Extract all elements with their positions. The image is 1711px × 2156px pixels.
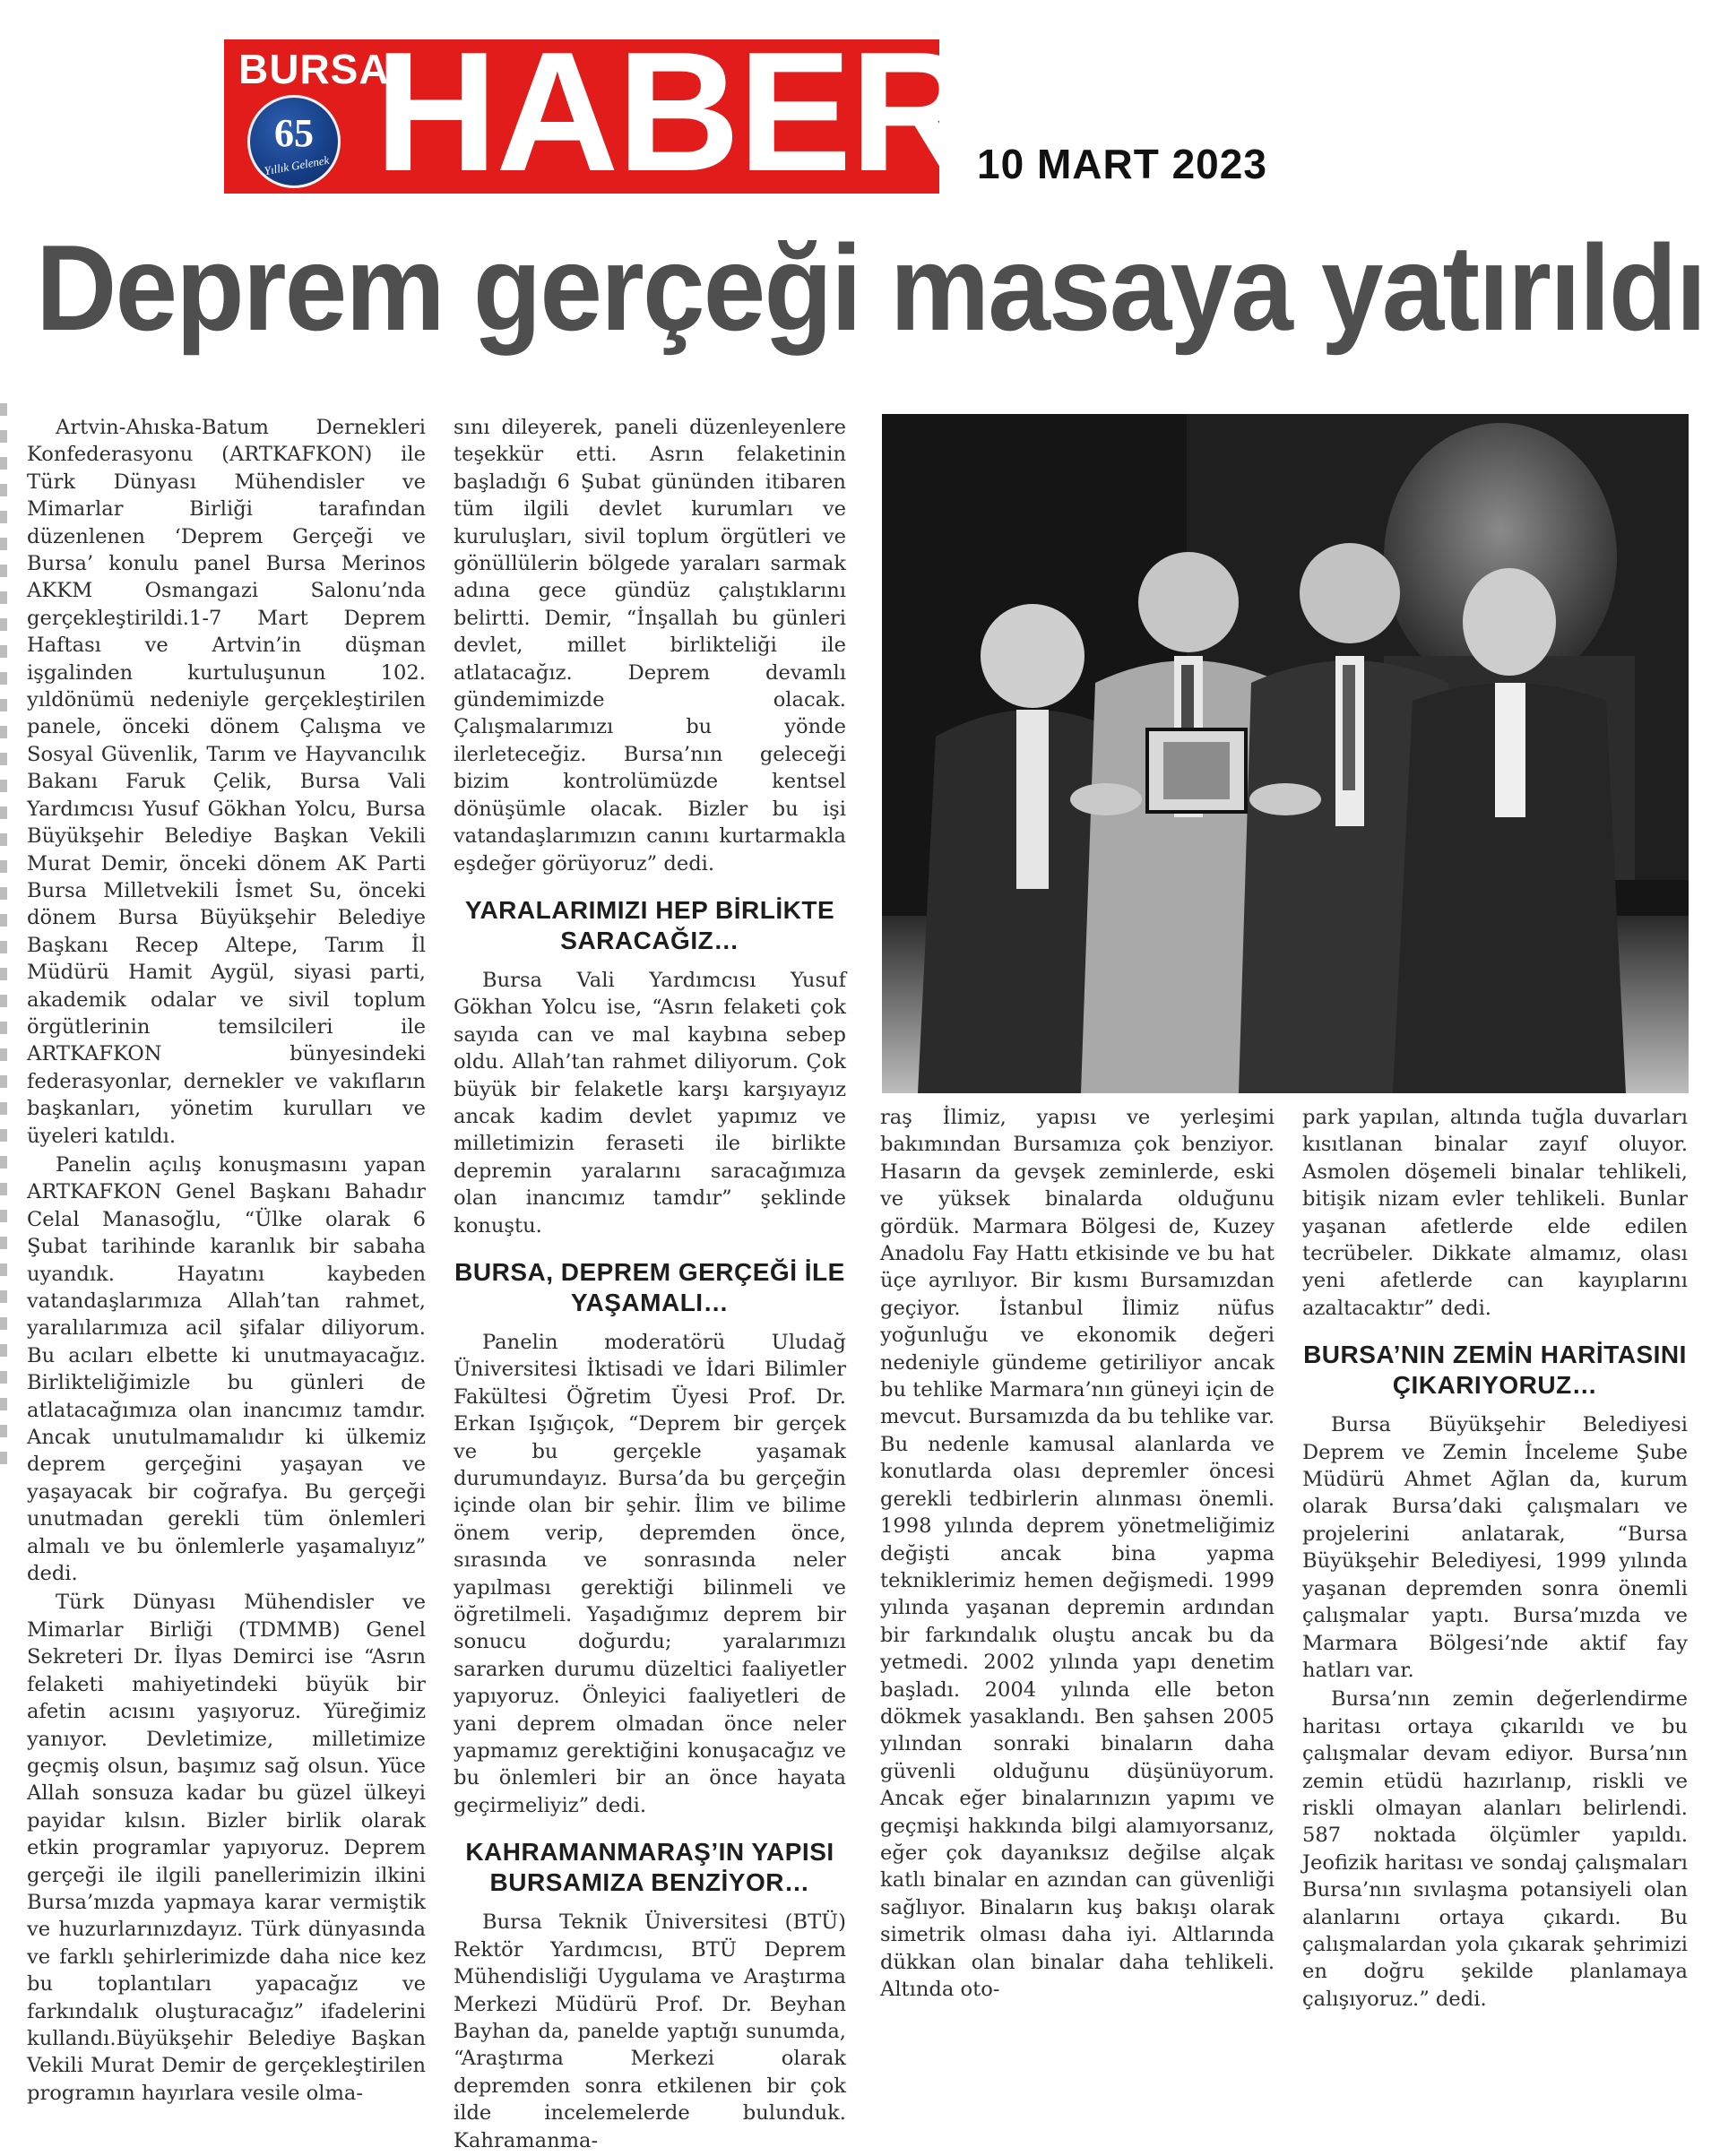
- previous-page-edge: [0, 403, 7, 1479]
- badge-number: 65: [274, 111, 314, 155]
- paragraph: Artvin-Ahıska-Batum Dernekleri Konfederasyonu (ARTKAFKON) ile Türk Dünyası Mühendisler ve Mimarlar Birliği tarafından düzenlenen ‘Deprem Gerçeği ve Bursa’ konulu panel Bursa Merinos AKKM Osmangazi Salonu’nda gerçekleştirildi.1-7 Mart Deprem Haftası ve Artvin’in düşman işgalinden kurtuluşunun 102. yıldönümü nedeniyle gerçekleştirilen panele, önceki dönem Çalışma ve Sosyal Güvenlik, Tarım ve Hayvancılık Bakanı Faruk Çelik, Bursa Vali Yardımcısı Yusuf Gökhan Yolcu, Bursa Büyükşehir Belediye Başkan Vekili Murat Demir, önceki dönem AK Parti Bursa Milletvekili İsmet Su, önceki dönem Bursa Büyükşehir Belediye Başkanı Recep Altepe, Tarım İl Müdürü Hamit Aygül, siyasi parti, akademik odalar ve sivil toplum örgütlerinin temsilcileri ile ARTKAFKON bünyesindeki federasyonlar, dernekler ve vakıfların başkanları, yönetim kurulları ve üyeleri katıldı.: [27, 416, 426, 1148]
- paragraph: Türk Dünyası Mühendisler ve Mimarlar Birliği (TDMMB) Genel Sekreteri Dr. İlyas Demirci ise “Asrın felaketi mahiyetindeki büyük bir afetin acısını yaşıyoruz. Yüreğimiz yanıyor. Devletimize, milletimize geçmiş olsun, başımız sağ olsun. Yüce Allah sonsuza kadar bu güzel ülkeyi payidar kılsın. Bizler birlik olarak etkin programlar yapıyoruz. Deprem gerçeği ile ilgili panellerimizin ilkini Bursa’mızda yapmaya karar vermiştik ve huzurlarınızdayız. Türk dünyasında ve farklı şehirlerimizde daha nice kez bu toplantıları yapacağız ve farkındalık oluşturacağız” ifadelerini kullandı.Büyükşehir Belediye Başkan Vekili Murat Demir de gerçekleştirilen programın hayırlara vesile olma-: [27, 1591, 426, 2105]
- paragraph: Panelin açılış konuşmasını yapan ARTKAFKON Genel Başkanı Bahadır Celal Manasoğlu, “Ülke olarak 6 Şubat tarihinde karanlık bir sabaha uyandık. Hayatını kaybeden vatandaşlarımıza Allah’tan rahmet, yaralılarımıza acil şifalar diliyorum. Bu acıları elbette ki unutmayacağız. Birlikteliğimizle bu günleri de atlatacağımıza olan inancımız tamdır. Ancak unutulmamalıdır ki ülkemiz deprem gerçeğini yaşayan ve yaşayacak bir coğrafya. Bu gerçeği unutmadan gerekli tüm önlemleri almalı ve bu önlemlerle yaşamalıyız” dedi.: [27, 1152, 426, 1586]
- masthead-city: BURSA: [238, 46, 390, 92]
- paragraph: Bursa Vali Yardımcısı Yusuf Gökhan Yolcu ise, “Asrın felaketi çok sayıda can ve mal kaybına sebep oldu. Allah’tan rahmet diliyorum. Çok büyük bir felaketle karşı karşıyayız ancak kadim devlet yapımız ve milletimizin feraseti ile birlikte depremin yaralarını saracağımıza olan inancımız tamdır” şeklinde konuştu.: [454, 968, 846, 1238]
- article-column-2: [454, 414, 846, 2156]
- paragraph: Panelin moderatörü Uludağ Üniversitesi İktisadi ve İdari Bilimler Fakültesi Öğretim Üyesi Prof. Dr. Erkan Işığıçok, “Deprem bir gerçek ve bu gerçekle yaşamak durumundayız. Bursa’da bu gerçeğin içinde olan bir şehir. İlim ve bilime önem verip, depremden önce, sırasında ve sonrasında neler yapılması gerektiği bilinmeli ve öğretilmeli. Yaşadığımız deprem bir sonucu doğurdu; yaralarımızı sararken durumu düzeltici faaliyetler yapıyoruz. Önleyici faaliyetleri de yani deprem olmadan önce neler yapmamız gerektiğini konuşacağız ve bu önlemleri bir an önce hayata geçirmeliyiz” dedi.: [454, 1330, 846, 1817]
- masthead-title: HABER: [375, 17, 972, 207]
- newspaper-masthead: [224, 17, 972, 207]
- event-photo: [882, 414, 1689, 1093]
- article-column-3: [880, 1104, 1275, 2005]
- article-headline: Deprem gerçeği masaya yatırıldı: [36, 220, 1706, 356]
- subheading: BURSA’NIN ZEMİN HARİTASINI ÇIKARIYORUZ…: [1303, 1341, 1687, 1400]
- subheading: BURSA, DEPREM GERÇEĞİ İLE YAŞAMALI…: [454, 1257, 845, 1316]
- publication-date: 10 MART 2023: [977, 141, 1267, 187]
- subheading: YARALARIMIZI HEP BİRLİKTE SARACAĞIZ…: [464, 895, 835, 954]
- anniversary-badge-icon: [247, 95, 341, 188]
- paragraph: Bursa Büyükşehir Belediyesi Deprem ve Zemin İnceleme Şube Müdürü Ahmet Ağlan da, kurum olarak Bursa’daki çalışmaları ve projelerini anlatarak, “Bursa Büyükşehir Belediyesi, 1999 yılında yaşanan depremden sonra önemli çalışmalar yaptı. Bursa’mızda ve Marmara Bölgesi’nde aktif fay hatları var.: [1302, 1413, 1688, 1682]
- paragraph: sını dileyerek, paneli düzenleyenlere teşekkür etti. Asrın felaketinin başladığı 6 Şubat gününden itibaren tüm ilgili devlet kurumları ve kuruluşları, sivil toplum örgütleri ve gönüllülerin bölgede yaraları sarmak adına gece gündüz çalıştıklarını belirtti. Demir, “İnşallah bu günleri devlet, millet birlikteliği ile atlatacağız. Deprem devamlı gündemimizde olacak. Çalışmalarımızı bu yönde ilerleteceğiz. Bursa’nın geleceği bizim kontrolümüzde kentsel dönüşümle olacak. Bizler bu işi vatandaşlarımızın canını kurtarmakla eşdeğer görüyoruz” dedi.: [454, 416, 846, 875]
- paragraph: Bursa’nın zemin değerlendirme haritası ortaya çıkarıldı ve bu çalışmalar devam ediyor. Bursa’nın zemin etüdü hazırlanıp, riskli ve riskli olmayan alanları belirlendi. 587 noktada ölçümler yapıldı. Jeofizik haritası ve sondaj çalışmaları Bursa’nın sıvılaşma potansiyeli olan alanlarını ortaya çıkardı. Bu çalışmalardan yola çıkarak şehrimizi en doğru şekilde planlamaya çalışıyoruz.” dedi.: [1302, 1687, 1688, 2011]
- subheading: KAHRAMANMARAŞ’IN YAPISI BURSAMIZA BENZİYOR…: [465, 1838, 834, 1897]
- article-column-1: [27, 414, 426, 2109]
- badge-tagline: Yıllık Gelenek: [263, 152, 331, 178]
- article-column-4: [1302, 1104, 1688, 2014]
- paragraph: park yapılan, altında tuğla duvarları kısıtlanan binalar zayıf oluyor. Asmolen döşemeli binalar tehlikeli, bitişik nizam evler tehlikeli. Bunlar yaşanan afetlerde elde edilen tecrübeler. Dikkate almamız, olası yeni afetlerde can kayıplarını azaltacaktır” dedi.: [1302, 1106, 1688, 1320]
- award-ceremony-image: [882, 414, 1689, 1093]
- paragraph: Bursa Teknik Üniversitesi (BTÜ) Rektör Yardımcısı, BTÜ Deprem Mühendisliği Uygulama ve Araştırma Merkezi Müdürü Prof. Dr. Beyhan Bayhan da, panelde yaptığı sunumda, “Araştırma Merkezi olarak depremden sonra etkilenen bir çok ilde incelemelerde bulunduk. Kahramanma-: [454, 1910, 846, 2152]
- paragraph: raş İlimiz, yapısı ve yerleşimi bakımından Bursamıza çok benziyor. Hasarın da gevşek zeminlerde, eski ve yüksek binalarda olduğunu gördük. Marmara Bölgesi de, Kuzey Anadolu Fay Hattı etkisinde ve bu hat üçe ayrılıyor. Bir kısmı Bursamızdan geçiyor. İstanbul İlimiz nüfus yoğunluğu ve ekonomik değeri nedeniyle gündeme getiriliyor ancak bu tehlike Marmara’nın güneyi için de mevcut. Bursamızda da bu tehlike var. Bu nedenle kamusal alanlarda ve konutlarda olası depremler öncesi gerekli tedbirlerin alınması önemli. 1998 yılında deprem yönetmeliğimiz değişti ancak bina yapma tekniklerimiz hemen değişmedi. 1999 yılında yaşanan depremin ardından bir farkındalık oluştu ancak bu da yetmedi. 2002 yılında yapı denetim başladı. 2004 yılında elle beton dökmek yasaklandı. Ben şahsen 2005 yılından sonraki binaların daha güvenli olduğunu düşünüyorum. Ancak eğer binalarınızın yapımı ve geçmişi hakkında bilgi alamıyorsanız, eğer çok dayanıksız değilse alçak katlı binalar en azından can güvenliği sağlıyor. Binaların kuş bakışı olarak simetrik olması daha iyi. Altlarında dükkan olan binalar daha tehlikeli. Altında oto-: [880, 1106, 1275, 2001]
